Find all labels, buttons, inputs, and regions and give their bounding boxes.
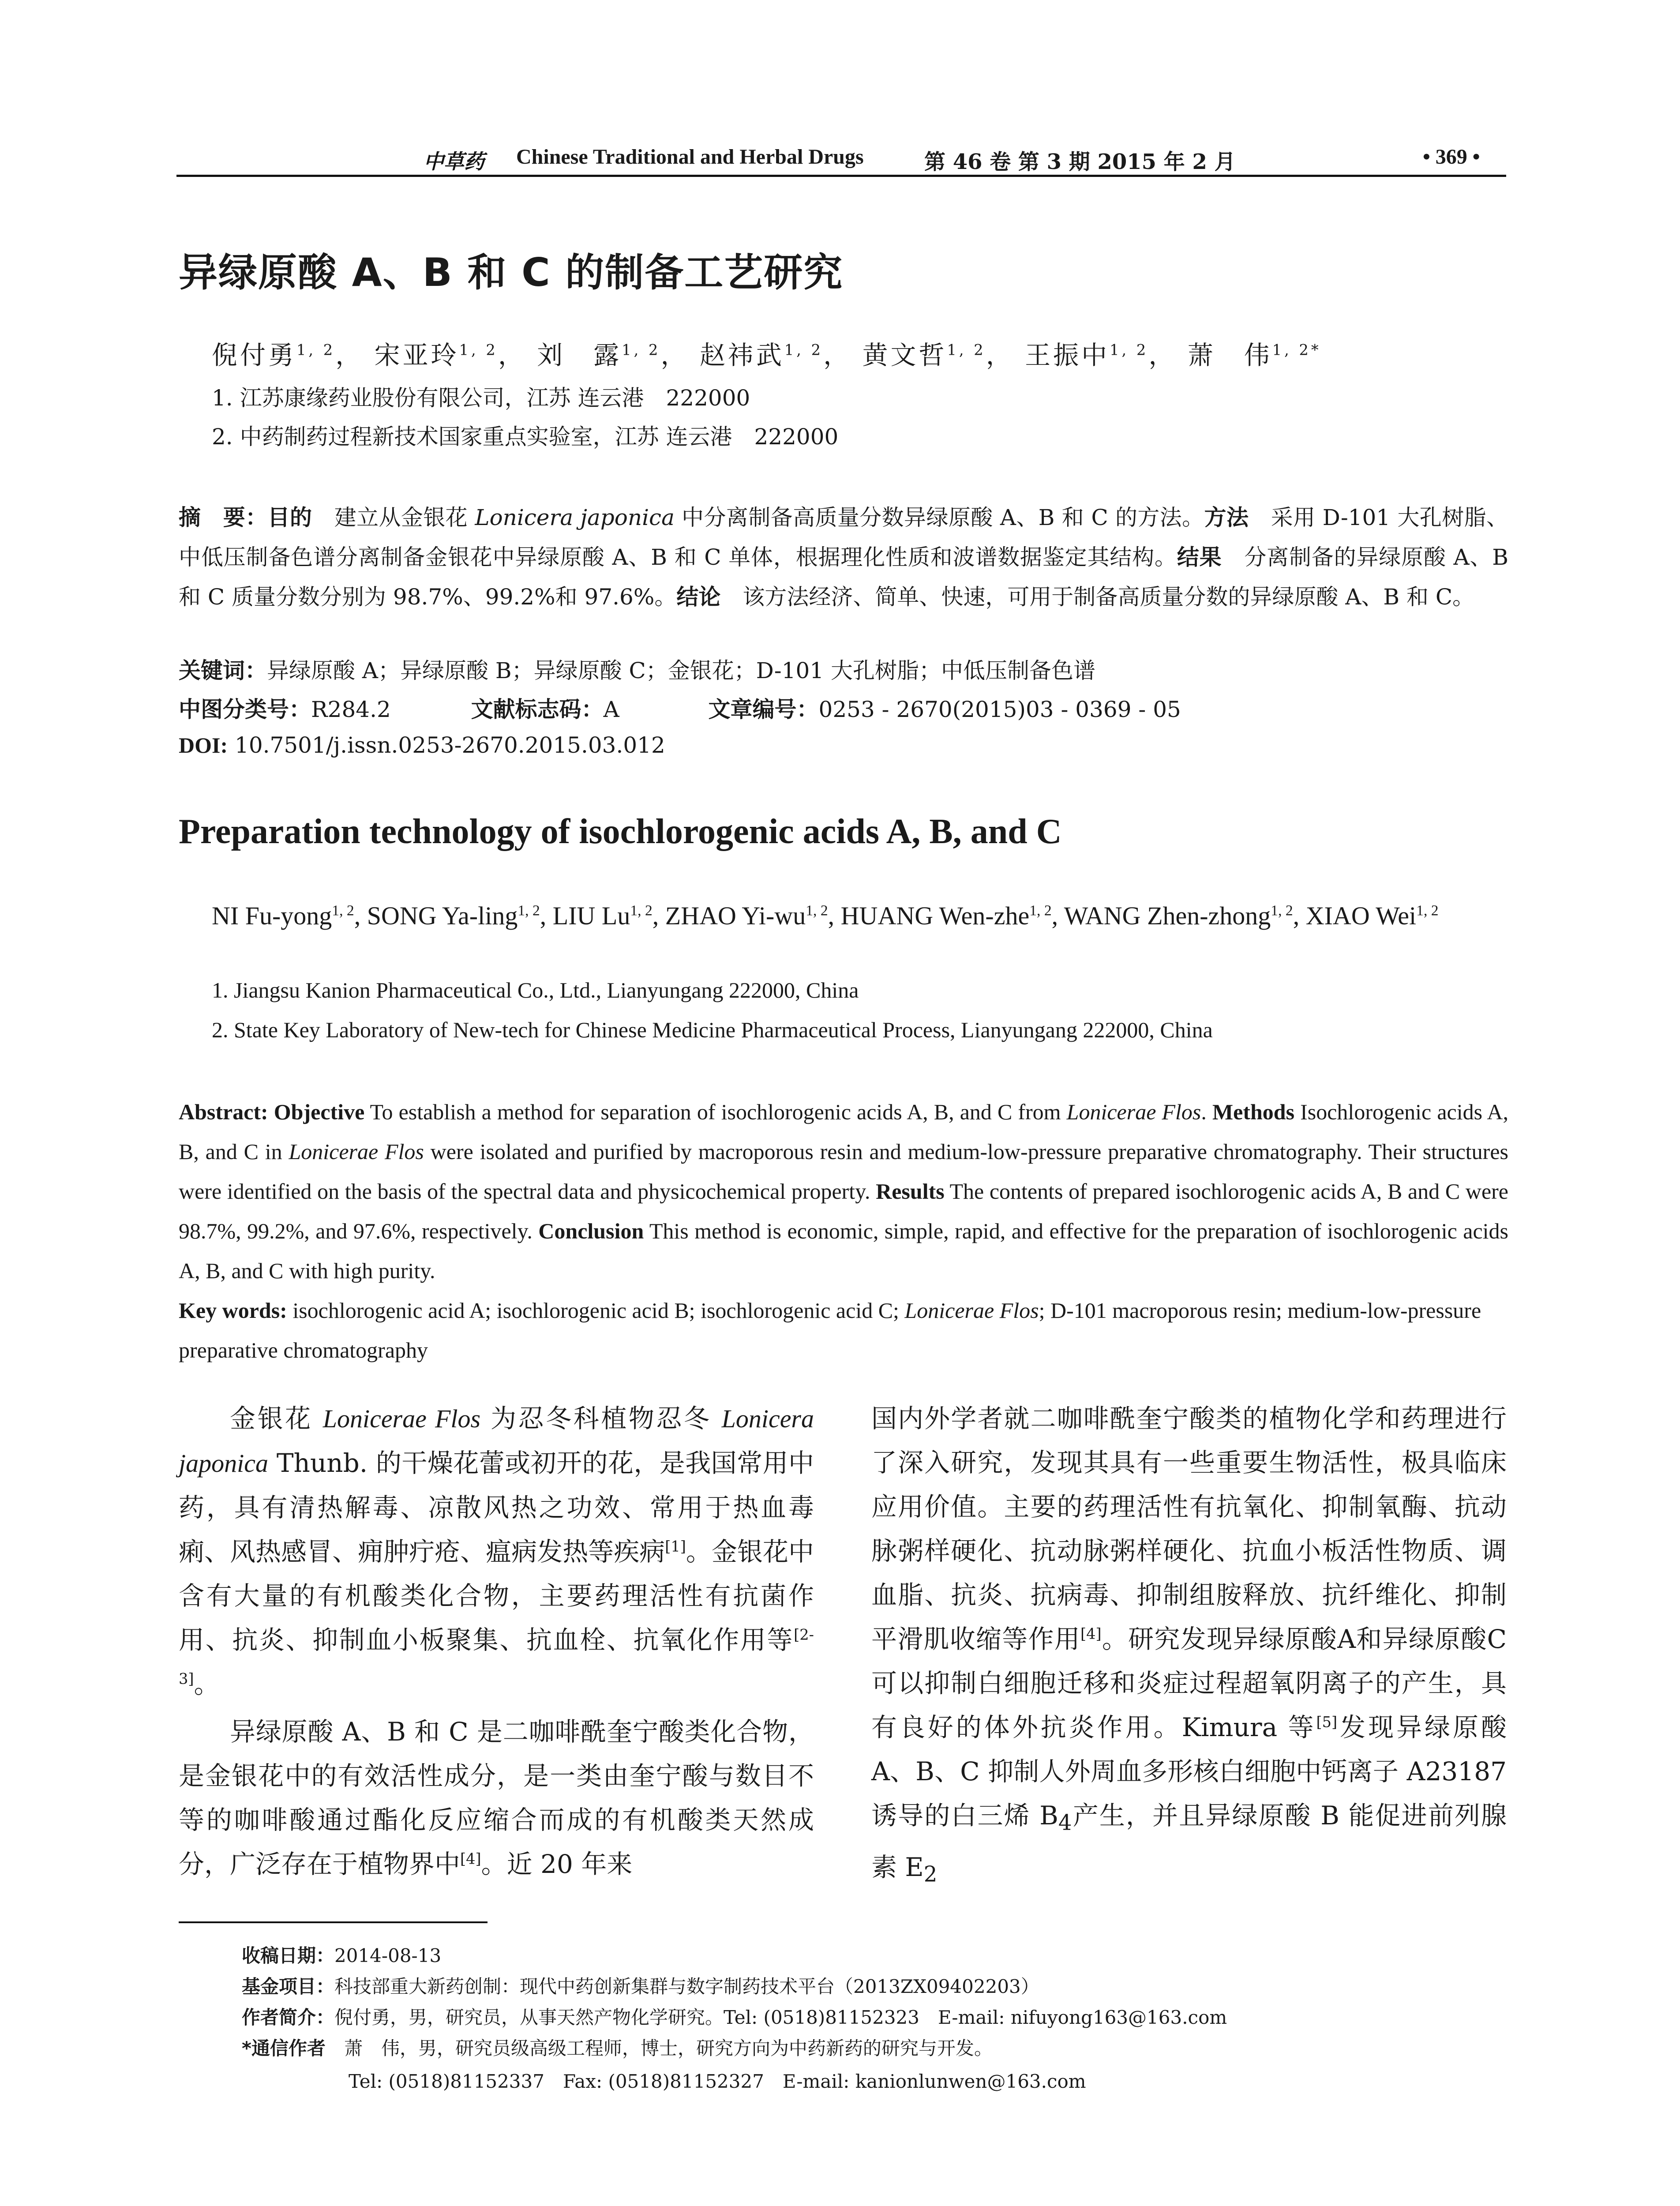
body-paragraph: 异绿原酸 A、B 和 C 是二咖啡酰奎宁酸类化合物，是金银花中的有效活性成分，是一类由奎宁酸与数目不等的咖啡酸通过酯化反应缩合而成的有机酸类天然成分，广泛存在于植物界中[4]。近 20 年来 [179,1717,814,1879]
author-cn: 萧 伟$^{1, 2*}$ [1187,340,1321,370]
author-cn: 倪付勇$^{1, 2}$ [212,340,336,370]
affiliation-cn-2: 2. 中药制药过程新技术国家重点实验室，江苏 连云港 222000 [212,424,839,450]
conclusion-label: 结论 [676,584,721,610]
citation: [4] [460,1850,481,1868]
authors-en [212,898,1509,934]
author-en: ZHAO Yi-wu$^{1, 2}$, [665,901,841,930]
citation: [1] [665,1538,686,1555]
footnote-contact: Tel: (0518)81152337 Fax: (0518)81152327 E-mail: kanionlunwen@163.com [349,2071,1086,2092]
author-en: LIU Lu$^{1, 2}$, [552,901,665,930]
document-code: A [603,697,619,722]
affiliation-en-1: 1. Jiangsu Kanion Pharmaceutical Co., Ltd., Lianyungang 222000, China [212,978,859,1002]
doi: DOI: 10.7501/j.issn.0253-2670.2015.03.012 [179,732,665,758]
author-en: NI Fu-yong$^{1, 2}$, [212,901,367,930]
paper-title-cn: 异绿原酸 A、B 和 C 的制备工艺研究 [179,250,844,295]
citation: [2-3] [179,1626,814,1688]
abstract-cn-label: 摘 要： [179,505,268,530]
abstract-en: Abstract: Objective To establish a method for separation of isochlorogenic acids A, B, and C from Lonicerae Flos. Methods Isochlorogenic acids A, B, and C in Lonicerae Flos were isolated and purified by macroporous resin and medium-low-pressure preparative chromatography. Their structures were identified on the basis of the spectral data and physicochemical property. Results The contents of prepared isochlorogenic acids A, B and C were 98.7%, 99.2%, and 97.6%, respectively. Conclusion This method is economic, simple, rapid, and effective for the preparation of isochlorogenic acids A, B, and C with high purity. [179,1099,1508,1283]
citation: [4] [1080,1625,1102,1643]
author-cn: 赵祎武$^{1, 2}$ [699,340,824,370]
author-cn: 黄文哲$^{1, 2}$ [862,340,986,370]
abstract-en-label: Abstract: Objective [179,1099,365,1124]
keywords-en: Key words: isochlorogenic acid A; isochlorogenic acid B; isochlorogenic acid C; Lonicerae Flos; D-101 macroporous resin; medium-low-pressure preparative chromatography [179,1298,1481,1362]
objective-label: 目的 [267,505,312,530]
authors-cn: 倪付勇$^{1, 2}$， 宋亚玲$^{1, 2}$， 刘 露$^{1, 2}$， 赵祎武$^{1, 2}$， 黄文哲$^{1, 2}$， 王振中$^{1, 2}$， 萧 伟$^{1, 2*}$ [212,340,1321,370]
footnote-funding: 基金项目：科技部重大新药创制：现代中药创新集群与数字制药技术平台（2013ZX09402203） [242,1976,1039,1997]
affiliation-cn-1: 1. 江苏康缘药业股份有限公司，江苏 连云港 222000 [212,385,750,411]
body-paragraph: 金银花 Lonicerae Flos 为忍冬科植物忍冬 Lonicera japonica Thunb. 的干燥花蕾或初开的花，是我国常用中药，具有清热解毒、凉散风热之功效、常用于热血毒痢、风热感冒、痈肿疔疮、瘟病发热等疾病[1]。金银花中含有大量的有机酸类化合物，主要药理活性有抗菌作用、抗炎、抑制血小板聚集、抗血栓、抗氧化作用等[2-3]。 [179,1403,814,1699]
footnote-rule [179,1921,488,1923]
paper-title-en: Preparation technology of isochlorogenic acids A, B, and C [179,812,1062,851]
methods-label: 方法 [1204,505,1249,530]
clc-number: R284.2 [311,697,391,722]
affiliation-en-2: 2. State Key Laboratory of New-tech for Chinese Medicine Pharmaceutical Process, Lianyungang 222000, China [212,1017,1213,1042]
footnote-author-bio: 作者简介：倪付勇，男，研究员，从事天然产物化学研究。Tel: (0518)81152323 E-mail: nifuyong163@163.com [242,2007,1227,2028]
author-cn: 王振中$^{1, 2}$ [1025,340,1149,370]
author-cn: 刘 露$^{1, 2}$ [537,340,661,370]
classification-row: 中图分类号：R284.2 文献标志码：A 文章编号：0253 - 2670(2015)03 - 0369 - 05 [179,697,1181,722]
footnote-received: 收稿日期：2014-08-13 [242,1945,442,1966]
results-label: 结果 [1177,544,1222,570]
journal-mark: 中草药 [424,150,484,173]
author-en: SONG Ya-ling$^{1, 2}$, [367,901,553,930]
article-number: 0253 - 2670(2015)03 - 0369 - 05 [818,697,1181,722]
footnote-corresponding: *通信作者 萧 伟，男，研究员级高级工程师，博士，研究方向为中药新药的研究与开发。 [242,2037,993,2059]
journal-name: Chinese Traditional and Herbal Drugs [516,145,864,169]
keywords-cn: 关键词：异绿原酸 A；异绿原酸 B；异绿原酸 C；金银花；D-101 大孔树脂；中低压制备色谱 [179,658,1096,683]
abstract-cn: 摘 要：目的 建立从金银花 Lonicera japonica 中分离制备高质量分数异绿原酸 A、B 和 C 的方法。方法 采用 D-101 大孔树脂、中低压制备色谱分离制备金银花中异绿原酸 A、B 和 C 单体，根据理化性质和波谱数据鉴定其结构。结果 分离制备的异绿原酸 A、B 和 C 质量分数分别为 98.7%、99.2%和 97.6%。结论 该方法经济、简单、快速，可用于制备高质量分数的异绿原酸 A、B 和 C。 [179,505,1509,610]
citation: [5] [1316,1713,1338,1731]
header-rule [176,175,1506,177]
author-en: XIAO Wei$^{1, 2}$ [1305,901,1439,930]
journal-issue: 第 46 卷 第 3 期 2015 年 2 月 [924,150,1236,174]
author-en: WANG Zhen-zhong$^{1, 2}$, [1064,901,1306,930]
body-paragraph: 国内外学者就二咖啡酰奎宁酸类的植物化学和药理进行了深入研究，发现其具有一些重要生物活性，极具临床应用价值。主要的药理活性有抗氧化、抑制氧酶、抗动脉粥样硬化、抗动脉粥样硬化、抗血小板活性物质、调血脂、抗炎、抗病毒、抑制组胺释放、抗纤维化、抑制平滑肌收缩等作用[4]。研究发现异绿原酸A和异绿原酸C可以抑制白细胞迁移和炎症过程超氧阴离子的产生，具有良好的体外抗炎作用。Kimura 等[5]发现异绿原酸 A、B、C 抑制人外周血多形核白细胞中钙离子 A23187 诱导的白三烯 $B_4$产生，并且异绿原酸 B 能促进前列腺素 $E_2$ [871,1403,1507,1887]
author-en: HUANG Wen-zhe$^{1, 2}$, [840,901,1064,930]
author-cn: 宋亚玲$^{1, 2}$ [374,340,498,370]
page-number: • 369 • [1423,145,1480,169]
body-column-right [871,1396,1507,1896]
body-column-left [179,1396,814,1886]
